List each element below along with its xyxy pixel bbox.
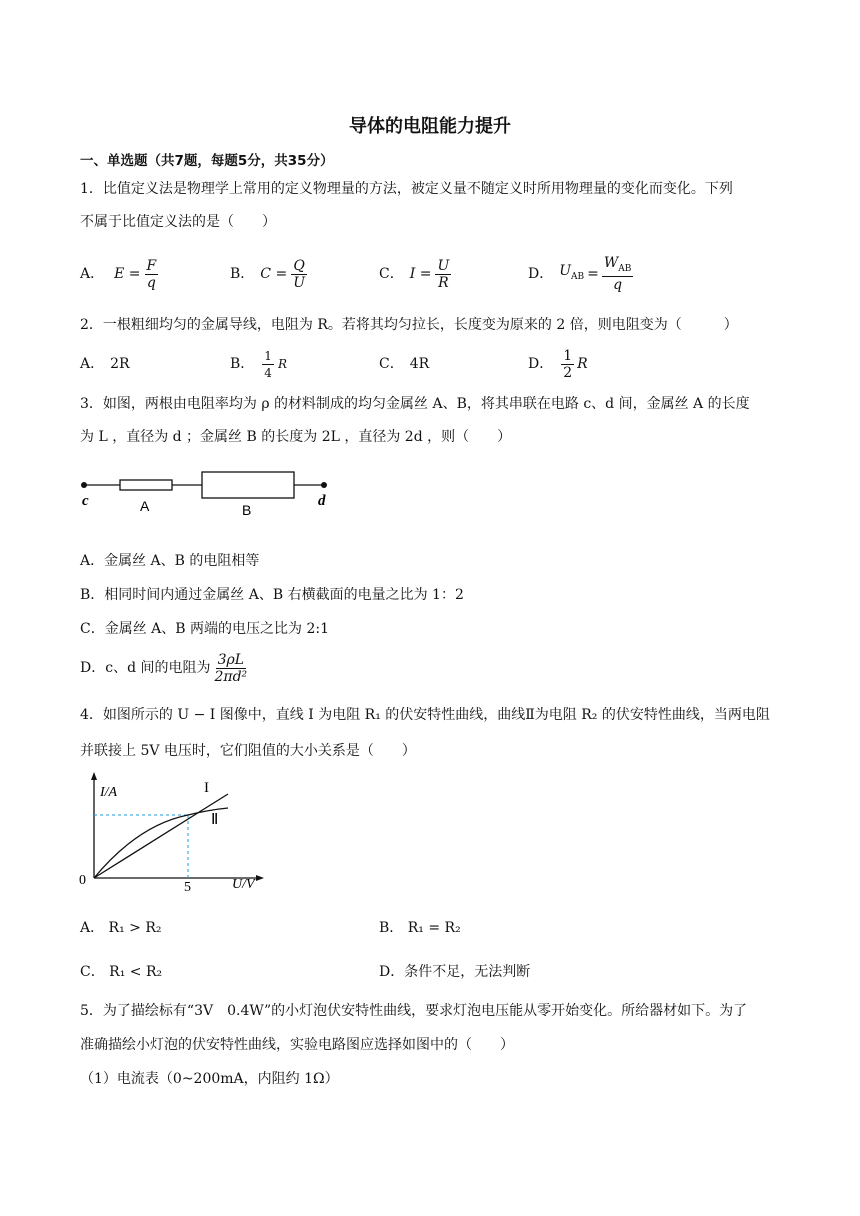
label-b: B	[242, 502, 252, 518]
q5-stem-line1: 5．为了描绘标有“3V 0.4W”的小灯泡伏安特性曲线，要求灯泡电压能从零开始变化。所给器材如下。为了	[80, 1003, 748, 1019]
origin-label: 0	[79, 873, 86, 888]
q2-option-d: D． $\frac{1}{2}$ R	[528, 347, 588, 381]
q4-option-d: D．条件不足，无法判断	[379, 964, 531, 980]
q1-option-c: C． I = $\frac{U}{R}$	[379, 257, 450, 291]
terminal-d	[321, 482, 327, 488]
x-axis-label: U/V	[232, 877, 255, 892]
terminal-c	[81, 482, 87, 488]
line-i	[94, 794, 228, 878]
wire-b-resistor	[202, 472, 294, 498]
q5-stem-line2: 准确描绘小灯泡的伏安特性曲线，实验电路图应选择如图中的（ ）	[80, 1037, 514, 1053]
label-curve-ii: Ⅱ	[211, 812, 219, 828]
q2-option-a: A． 2R	[80, 356, 130, 372]
curve-ii	[94, 808, 228, 878]
q3-option-a: A．金属丝 A、B 的电阻相等	[80, 553, 260, 569]
q1-stem-line1: 1．比值定义法是物理学上常用的定义物理量的方法，被定义量不随定义时所用物理量的变化而变化。下列	[80, 181, 733, 197]
label-d: d	[318, 493, 326, 509]
q4-option-c: C． R₁ < R₂	[80, 964, 163, 980]
x-tick-5: 5	[184, 880, 191, 895]
q4-stem-line2: 并联接上 5V 电压时，它们阻值的大小关系是（ ）	[80, 743, 416, 759]
q3-option-c: C．金属丝 A、B 两端的电压之比为 2:1	[80, 621, 329, 637]
q4-option-a: A． R₁ > R₂	[80, 920, 162, 936]
q3-stem-line1: 3．如图，两根由电阻率均为 ρ 的材料制成的均匀金属丝 A、B，将其串联在电路 c、d 间，金属丝 A 的长度	[80, 396, 750, 412]
q4-option-b: B． R₁ = R₂	[379, 920, 461, 936]
q4-iu-graph	[78, 770, 278, 900]
label-c: c	[82, 493, 89, 509]
wire-a-resistor	[120, 480, 172, 490]
q1-stem-line2: 不属于比值定义法的是（ ）	[80, 214, 276, 230]
section-heading: 一、单选题（共7题，每题5分，共35分）	[80, 153, 334, 169]
label-line-i: I	[204, 780, 209, 796]
q2-option-b: B． $\frac{1}{4}$ R	[230, 348, 287, 380]
q1-option-a: A． E = $\frac{F}{q}$	[80, 257, 157, 291]
q1-option-d: D． $U_{AB}$ = $\frac{W_{AB}}{q}$	[528, 254, 632, 294]
x-axis-arrow-icon	[256, 875, 264, 881]
y-axis-arrow-icon	[91, 772, 97, 780]
q3-option-b: B．相同时间内通过金属丝 A、B 右横截面的电量之比为 1：2	[80, 587, 464, 603]
q2-stem: 2．一根粗细均匀的金属导线，电阻为 R。若将其均匀拉长，长度变为原来的 2 倍，则电阻变为（ ）	[80, 317, 738, 333]
q2-option-c: C． 4R	[379, 356, 430, 372]
page-title: 导体的电阻能力提升	[349, 116, 511, 137]
q1-option-b: B． C = $\frac{Q}{U}$	[230, 257, 306, 291]
q5-equipment-1: （1）电流表（0~200mA，内阻约 1Ω）	[80, 1071, 339, 1087]
q3-stem-line2: 为 L ，直径为 d ；金属丝 B 的长度为 2L ，直径为 2d ，则（ ）	[80, 429, 512, 445]
y-axis-label: I/A	[100, 785, 118, 800]
q4-stem-line1: 4．如图所示的 U − I 图像中，直线 I 为电阻 R₁ 的伏安特性曲线，曲线Ⅱ为电阻 R₂ 的伏安特性曲线，当两电阻	[80, 707, 770, 723]
label-a: A	[140, 498, 150, 514]
q3-circuit-figure	[78, 468, 358, 518]
q3-option-d: D．c、d 间的电阻为 $\frac{3\rho L}{\text{2πd²}}$	[80, 651, 248, 685]
